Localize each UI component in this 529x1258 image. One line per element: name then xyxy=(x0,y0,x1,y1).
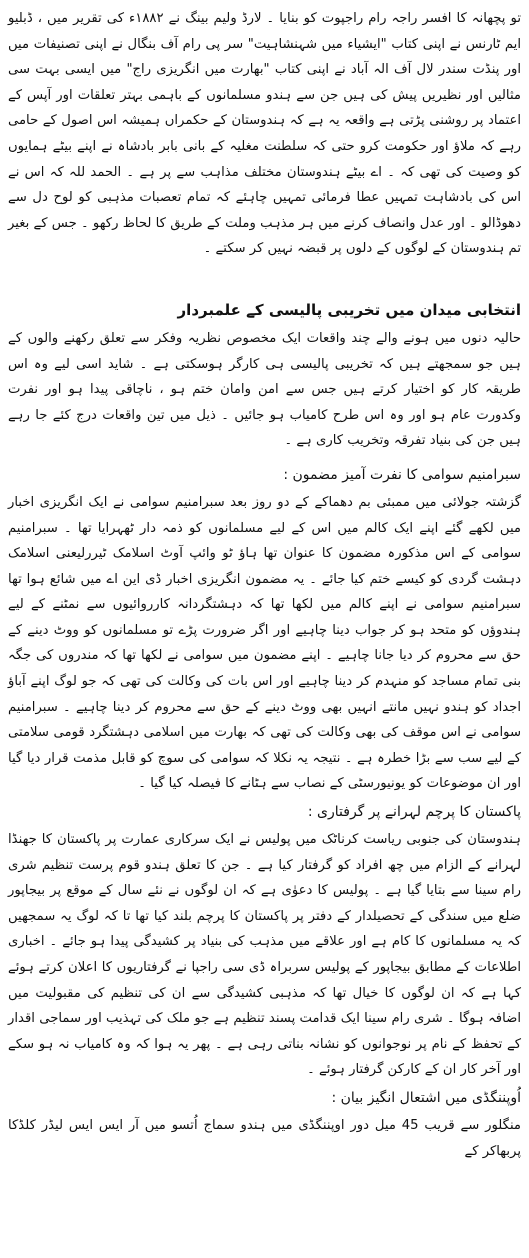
subsection-swamy-article xyxy=(8,462,521,797)
subsection-paragraph: گزشتہ جولائی میں ممبئی بم دھماکے کے دو روز بعد سبرامنیم سوامی نے ایک انگریزی اخبار میں لکھے گئے اپنے ایک کالم میں اس کے لیے مسلمانوں کو ذمہ دار ٹھہرایا تھا ۔ سبرامنیم سوامی کے اس مذکورہ مضمون کا عنوان تھا ہاؤ ٹو وائپ آوٹ اسلامک ٹیررلیعنی اسلامک دہشت گردی کو کیسے ختم کیا جائے ۔ یہ مضمون انگریزی اخبار ڈی این اے میں شائع ہوا تھا سبرامنیم سوامی نے اپنے کالم میں لکھا تھا کہ دہشتگردانہ کارروائیوں سے نمٹنے کے لیے ہندوؤں کو متحد ہو کر جواب دینا چاہیے اور اگر ضرورت پڑے تو مسلمانوں کو ووٹ دینے کے حق سے محروم کر دیا جانا چاہیے ۔ اپنے مضمون میں سوامی نے لکھا تھا کہ مندروں کی جگہ بنی تمام مساجد کو منہدم کر دینا چاہیے اور اس بات کی وکالت کی تھی کہ جو لوگ اپنے آباؤ اجداد کو ہندو نہیں مانتے انہیں بھی ووٹ دینے کے حق سے محروم کر دینا چاہیے ۔ سبرامنیم سوامی نے اس موقف کی بھی وکالت کی تھی کہ بھارت میں اسلامی دہشتگرد قومی سلامتی کے لیے سب سے بڑا خطرہ ہے ۔ نتیجہ یہ نکلا کہ سوامی کی سوچ کو قابل مذمت قرار دیا گیا اور ان موضوعات کو یونیورسٹی کے نصاب سے ہٹانے کا فیصلہ کیا گیا ۔ xyxy=(8,494,521,792)
subsection-pakistan-flag xyxy=(8,799,521,1083)
section-intro-paragraph: حالیہ دنوں میں ہونے والے چند واقعات ایک مخصوص نظریہ وفکر سے تعلق رکھنے والوں کے ہیں جو سمجھتے ہیں کہ تخریبی پالیسی ہی کارگر ہوسکتی ہے ۔ شاید اسی لیے وہ اس طریقہ کار کو اختیار کرتے ہیں جس سے امن وامان ختم ہو ، ناچاقی پیدا ہو اور نفرت وکدورت عام ہو اور وہ اس طرح کامیاب ہو جائیں ۔ ذیل میں تین واقعات درج کئے جا رہے ہیں جن کی بنیاد تفرقہ وتخریب کاری ہے ۔ xyxy=(8,330,521,449)
subsection-paragraph: ہندوستان کی جنوبی ریاست کرناٹک میں پولیس نے ایک سرکاری عمارت پر پاکستان کا جھنڈا لہرانے کے الزام میں چھ افراد کو گرفتار کیا ہے ۔ جن کا تعلق ہندو قوم پرست تنظیم شری رام سینا سے بتایا گیا ہے ۔ پولیس کا دعوٰی ہے کہ ان لوگوں نے نئے سال کے موقع پر بیجاپور ضلع میں سندگی کے تحصیلدار کے دفتر پر پاکستان کا پرچم بلند کیا تھا تا کہ لوگ یہ سمجھیں کہ یہ مسلمانوں کا کام ہے اور علاقے میں مذہب کی بنیاد پر کشیدگی پیدا ہو جائے ۔ اخباری اطلاعات کے مطابق بیجاپور کے پولیس سربراہ ڈی سی راجپا نے گرفتاریوں کا اعلان کرتے ہوئے کہا ہے کہ ان لوگوں کا خیال تھا کہ مذہبی کشیدگی سے ان کی تنظیم کی مقبولیت میں اضافہ ہوگا ۔ شری رام سینا ایک قدامت پسند تنظیم ہے جو ملک کی تہذیب اور سماجی اقدار کے تحفظ کے نام پر نوجوانوں کو نشانہ بناتی رہی ہے ۔ پھر یہ ہوا کہ وہ کامیاب نہ ہو سکے اور آخر کار ان کے کارکن گرفتار ہوئے ۔ xyxy=(8,832,521,1078)
section-heading: انتخابی میدان میں تخریبی پالیسی کے علمبردار xyxy=(177,300,521,319)
section-spacer xyxy=(8,262,521,296)
intro-paragraph: تو پچھانہ کا افسر راجہ رام راجپوت کو بنایا ۔ لارڈ ولیم بینگ نے ۱۸۸۲ء کی تقریر میں ، ڈبلیو ایم ٹارنس نے اپنی کتاب "ایشیاء میں شہنشاہیت" سر پی رام آف بنگال نے اپنی تصنیفات میں اور پنڈت سندر لال آف الہ آباد نے اپنی کتاب "بھارت میں انگریزی راج" میں ایسی بہت سی مثالیں اور نظیریں پیش کی ہیں جن سے ہندو مسلمانوں کے باہمی بہتر تعلقات اور آپس کے اعتماد پر روشنی پڑتی ہے واقعہ یہ ہے کہ ہندوستان کے حکمراں ہمیشہ اس اصول کے حامی رہے کہ ملاؤ اور حکومت کرو حتی کہ سلطنت مغلیہ کے بانی بابر بادشاہ نے اپنے بیٹے ہمایوں کو وصیت کی تھی کہ ۔ اے بیٹے ہندوستان مختلف مذاہب سے پر ہے ۔ الحمد للہ کہ اس نے اس کی بادشاہت تمہیں عطا فرمائی تمہیں چاہئے کہ تمام تعصبات مذہبی کو لوح دل سے دھوڈالو ۔ اور عدل وانصاف کرنے میں ہر مذہب وملت کے طریق کا لحاظ رکھو ۔ جس کے بغیر تم ہندوستان کے لوگوں کے دلوں پر قبضہ نہیں کر سکتے ۔ xyxy=(8,11,521,257)
subsection-provocative-speech xyxy=(8,1085,521,1164)
subsection-heading: اُوپننگڈی میں اشتعال انگیز بیان : xyxy=(331,1089,521,1106)
subsection-heading: پاکستان کا پرچم لہرانے پر گرفتاری : xyxy=(307,804,521,821)
subsection-heading: سبرامنیم سوامی کا نفرت آمیز مضمون : xyxy=(283,466,521,483)
subsection-spacer xyxy=(8,454,521,460)
subsection-paragraph: منگلور سے قریب 45 میل دور اوپننگڈی میں ہندو سماج اُتسو میں آر ایس ایس لیڈر کلڈکا پربھاکر کے xyxy=(8,1117,521,1159)
